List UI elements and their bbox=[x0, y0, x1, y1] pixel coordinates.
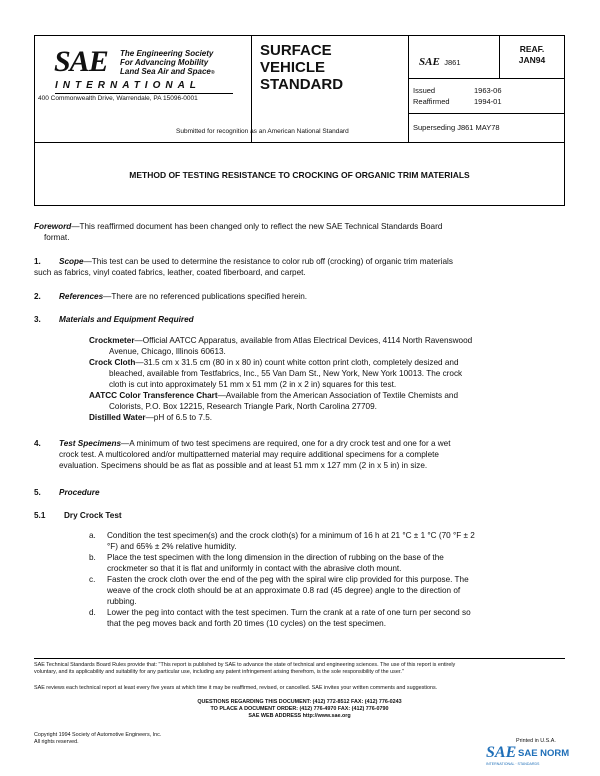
address: 400 Commonwealth Drive, Warrendale, PA 15096-0001 bbox=[38, 95, 198, 102]
document-number: SAE J861 bbox=[419, 56, 461, 68]
sae-logo: SAE bbox=[54, 45, 108, 78]
sae-norm-logo: SAE SAE NORM INTERNATIONAL · STANDARDS bbox=[486, 744, 570, 766]
crockmeter-item: Crockmeter—Official AATCC Apparatus, available from Atlas Electrical Devices, 4114 North Ravenswood bbox=[89, 336, 473, 345]
step-a: a. Condition the test specimen(s) and the crock cloth(s) for a minimum of 16 h at 21 °C ± 1 °C (70 °F ± 2 °F) and 65% ± 2% relative humidity. bbox=[89, 531, 475, 551]
step-c: c. Fasten the crock cloth over the end of the peg with the spiral wire clip provided for this purpose. The weave of the crock cloth should be at an approximate 0.8 rad (45 degree) angle to the direction of rubbing. bbox=[89, 575, 469, 606]
reaffirmed-label: Reaffirmed bbox=[413, 97, 450, 106]
dry-crock-heading: 5.1 Dry Crock Test bbox=[34, 511, 122, 520]
foreword: Foreword—This reaffirmed document has been changed only to reflect the new SAE Technical Standards Board format. bbox=[34, 222, 443, 242]
dry-crock-steps bbox=[89, 530, 559, 629]
reaffirmation-mark: REAF. JAN94 bbox=[518, 44, 546, 65]
section-test-specimens: 4. Test Specimens—A minimum of two test specimens are required, one for a dry crock test and one for a wet crock test. A multicolored and/or multipatterned material may require additional specimens for a complete evaluation. Specimens should be as flat as possible and at least 51 mm x 127 mm (2 in x 5 in) in size. bbox=[34, 439, 451, 470]
board-rules: SAE Technical Standards Board Rules provide that: "This report is published by SAE to advance the state of technical and engineering sciences. The use of this report is entirely voluntary, and its applicability and suitability for any particular use, including any patent infringement arising therefrom, is the sole responsibility of the user." bbox=[34, 662, 456, 675]
footer-rule bbox=[34, 658, 565, 659]
section-references: 2. References—There are no referenced publications specified herein. bbox=[34, 292, 308, 301]
international-rule bbox=[55, 93, 233, 94]
crock-cloth-item: Crock Cloth—31.5 cm x 31.5 cm (80 in x 80 in) count white cotton print cloth, completely desized and bbox=[89, 358, 459, 367]
international-label: INTERNATIONAL bbox=[55, 80, 201, 91]
issued-label: Issued bbox=[413, 86, 436, 95]
issued-date: 1963-06 bbox=[474, 86, 502, 95]
header-divider bbox=[408, 35, 409, 143]
reaffirmed-date: 1994-01 bbox=[474, 97, 502, 106]
society-name: The Engineering Society For Advancing Mobility Land Sea Air and Space® bbox=[120, 49, 215, 76]
standard-type: SURFACE VEHICLE STANDARD bbox=[260, 42, 344, 93]
contact-block: QUESTIONS REGARDING THIS DOCUMENT: (412) 772-8512 FAX: (412) 776-0243 TO PLACE A DOCUMENT ORDER: (412) 776-4970 FAX: (412) 776-0790 SAE WEB ADDRESS http://www.sae.org bbox=[197, 699, 402, 719]
header-divider bbox=[408, 113, 565, 114]
header-divider bbox=[408, 78, 565, 79]
ansi-submission: Submitted for recognition as an American National Standard bbox=[176, 128, 349, 135]
distilled-water-item: Distilled Water—pH of 6.5 to 7.5. bbox=[89, 413, 213, 422]
section-materials-heading: 3. Materials and Equipment Required bbox=[34, 315, 194, 324]
review-statement: SAE reviews each technical report at least every five years at which time it may be reaffirmed, revised, or cancelled. SAE invites your written comments and suggestions. bbox=[34, 685, 438, 691]
step-d: d. Lower the peg into contact with the test specimen. Turn the crank at a rate of one turn per second so that the peg moves back and forth 20 times (10 cycles) on the test specimen. bbox=[89, 608, 471, 628]
document-title: METHOD OF TESTING RESISTANCE TO CROCKING OF ORGANIC TRIM MATERIALS bbox=[129, 170, 470, 180]
step-b: b. Place the test specimen with the long dimension in the direction of rubbing on the base of the crockmeter so that it is flat and uniformly in contact with the abrasive cloth mount. bbox=[89, 553, 444, 573]
copyright: Copyright 1994 Society of Automotive Engineers, Inc. All rights reserved. bbox=[34, 732, 162, 745]
color-chart-item: AATCC Color Transference Chart—Available from the American Association of Textile Chemists and bbox=[89, 391, 459, 400]
superseding: Superseding J861 MAY78 bbox=[413, 123, 500, 132]
section-procedure: 5. Procedure bbox=[34, 488, 100, 497]
section-scope: 1. Scope—This test can be used to determine the resistance to color rub off (crocking) of organic trim materials such as fabrics, vinyl coated fabrics, leather, coated fiberboard, and carpet. bbox=[34, 257, 453, 277]
printed-in: Printed in U.S.A. bbox=[516, 738, 556, 744]
materials-list: Crockmeter—Official AATCC Apparatus, available from Atlas Electrical Devices, 4114 North Ravenswood Avenue, Chicago, Illinois 60613. Crock Cloth—31.5 cm x 31.5 cm (80 in x 80 in) count white cotton print cloth, completely desized and bleached, available from Testfabrics, Inc., 55 Van Dam St., New York, New York 10013. The crock cloth is cut into approximately 51 mm x 51 mm (2 in x 2 in) squares for this test. AATCC Color Transference Chart—Available from the American Association of Textile Chemists and Colorists, P.O. Box 12215, Research Triangle Park, North Carolina 27709. Distilled Water—pH of 6.5 to 7.5. bbox=[89, 335, 559, 423]
header-divider bbox=[251, 35, 252, 143]
